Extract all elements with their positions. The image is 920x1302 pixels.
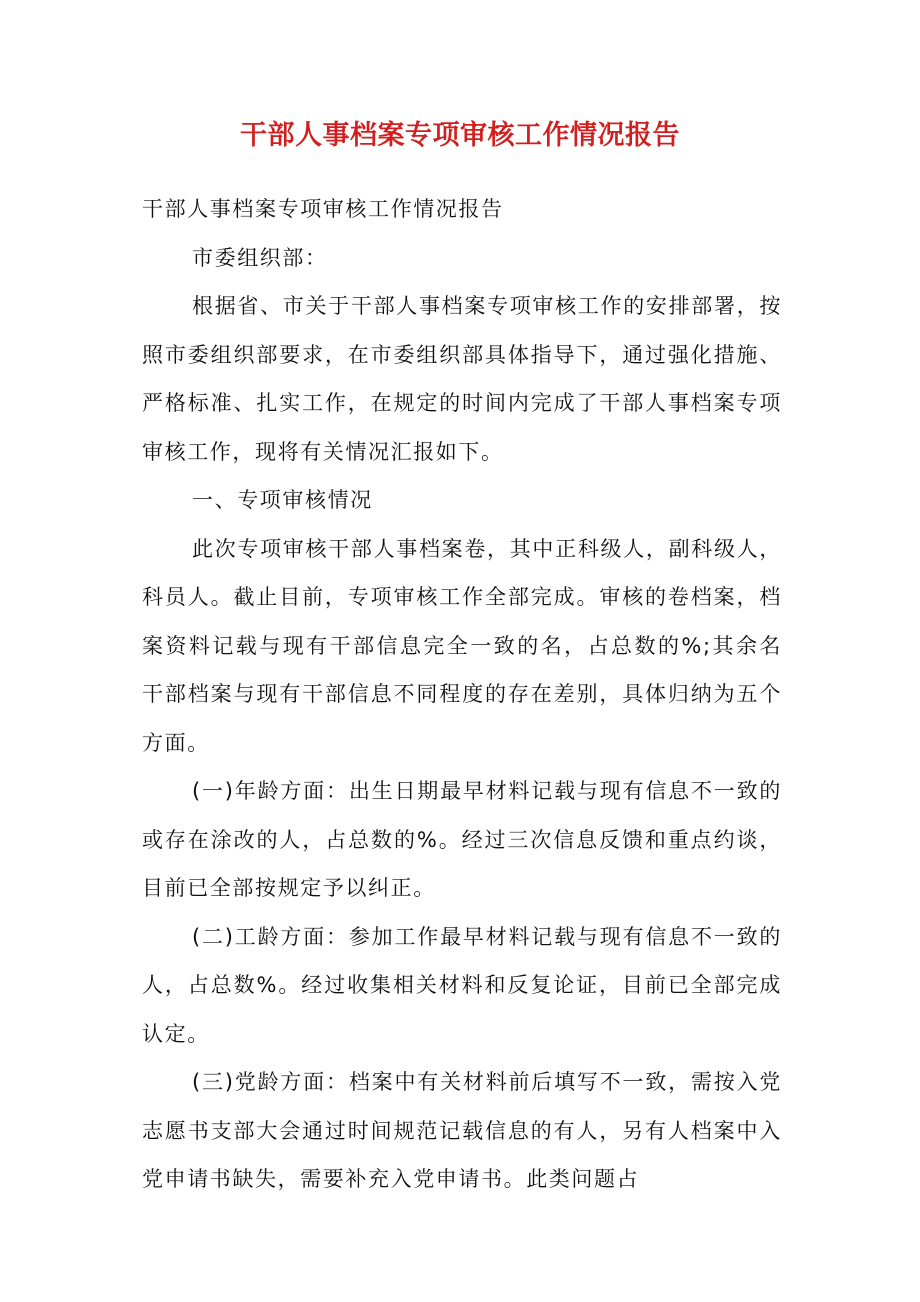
overview-paragraph: 此次专项审核干部人事档案卷，其中正科级人，副科级人，科员人。截止目前，专项审核工作全部完成。审核的卷档案，档案资料记载与现有干部信息完全一致的名，占总数的%;其余名干部档案与现有干部信息不同程度的存在差别，具体归纳为五个方面。 xyxy=(142,536,782,755)
work-years-paragraph: (二)工龄方面：参加工作最早材料记载与现有信息不一致的人，占总数%。经过收集相关材料和反复论证，目前已全部完成认定。 xyxy=(142,924,782,1046)
document-title: 干部人事档案专项审核工作情况报告 xyxy=(240,120,680,151)
intro-paragraph: 根据省、市关于干部人事档案专项审核工作的安排部署，按照市委组织部要求，在市委组织部具体指导下，通过强化措施、严格标准、扎实工作，在规定的时间内完成了干部人事档案专项审核工作，现将有关情况汇报如下。 xyxy=(142,294,782,464)
document-body xyxy=(142,185,782,1204)
age-paragraph: (一)年龄方面：出生日期最早材料记载与现有信息不一致的或存在涂改的人，占总数的%。经过三次信息反馈和重点约谈，目前已全部按规定予以纠正。 xyxy=(142,779,782,900)
salutation: 市委组织部： xyxy=(192,245,328,270)
party-years-paragraph: (三)党龄方面：档案中有关材料前后填写不一致，需按入党志愿书支部大会通过时间规范记载信息的有人，另有人档案中入党申请书缺失，需要补充入党申请书。此类问题占 xyxy=(142,1070,782,1191)
section-heading: 一、专项审核情况 xyxy=(192,488,373,512)
subtitle-line: 干部人事档案专项审核工作情况报告 xyxy=(142,197,504,221)
